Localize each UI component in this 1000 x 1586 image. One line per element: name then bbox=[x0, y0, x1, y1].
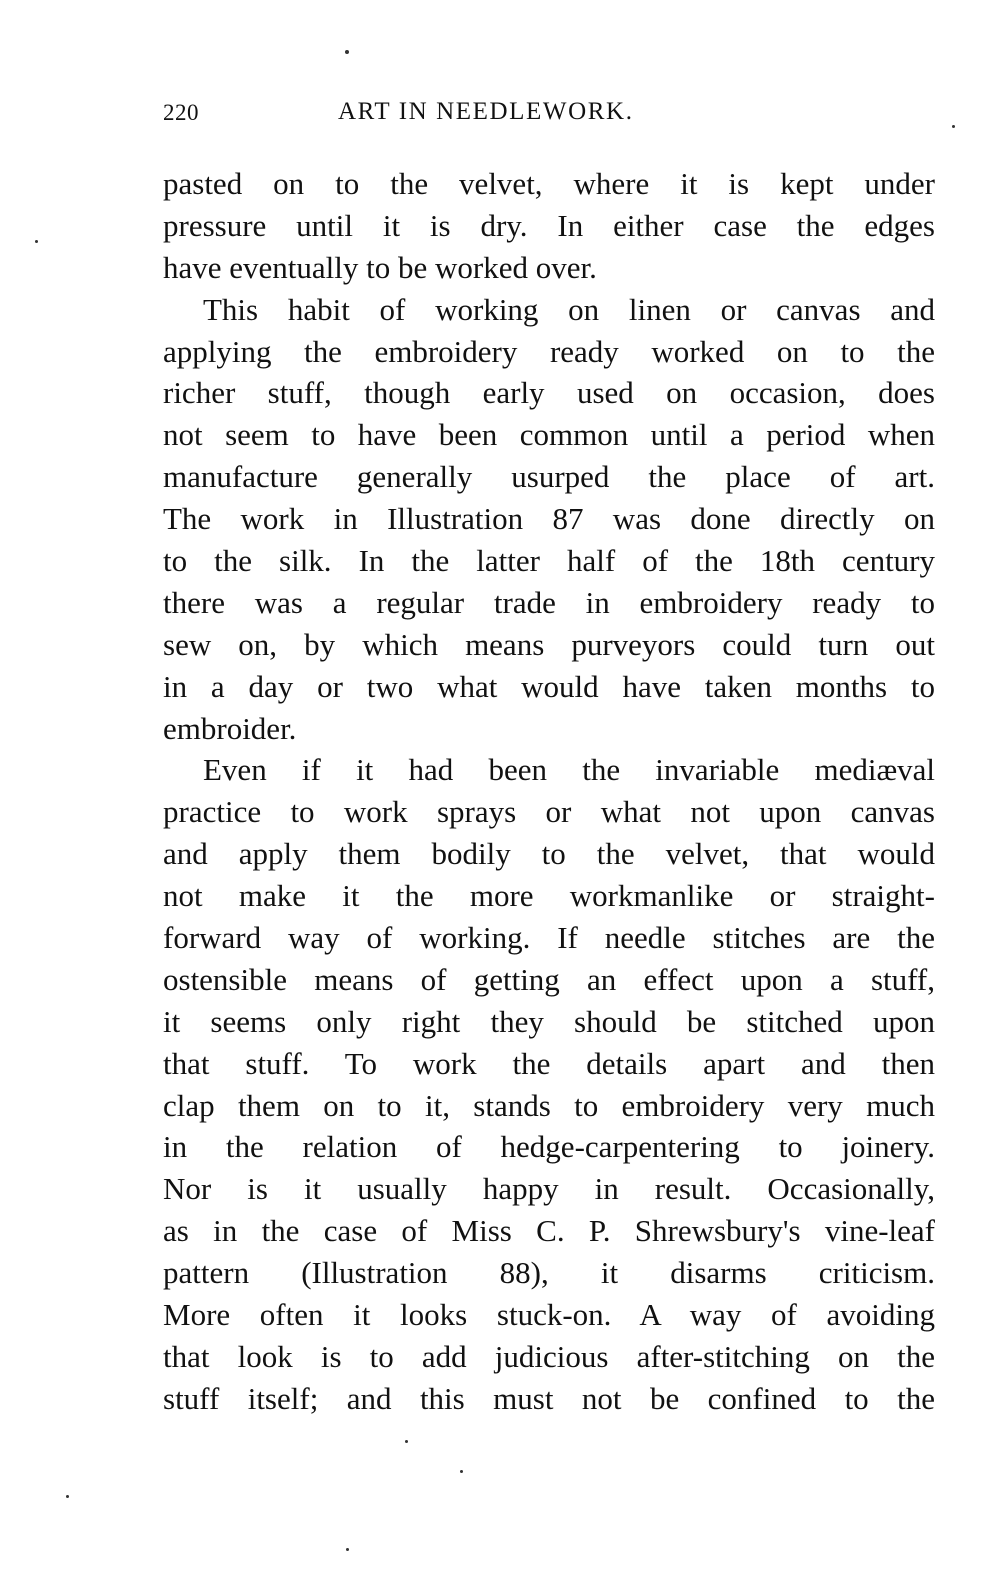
page-number: 220 bbox=[163, 100, 199, 125]
text-line: Even if it had been the invariable mediæval bbox=[203, 752, 935, 788]
text-line: practice to work sprays or what not upon canvas bbox=[163, 794, 935, 830]
text-line: that stuff. To work the details apart and then bbox=[163, 1045, 935, 1081]
text-line: applying the embroidery ready worked on to the bbox=[163, 333, 935, 369]
text-line: More often it looks stuck-on. A way of avoiding bbox=[163, 1297, 935, 1333]
text-line: stuff itself; and this must not be confined to the bbox=[163, 1380, 935, 1416]
text-line: sew on, by which means purveyors could turn out bbox=[163, 626, 935, 662]
text-line: pattern (Illustration 88), it disarms criticism. bbox=[163, 1255, 935, 1291]
text-line: not make it the more workmanlike or straight- bbox=[163, 878, 935, 914]
text-line: not seem to have been common until a period when bbox=[163, 417, 935, 453]
scan-speck bbox=[346, 1548, 349, 1551]
text-line: and apply them bodily to the velvet, that would bbox=[163, 836, 935, 872]
text-line: The work in Illustration 87 was done directly on bbox=[163, 501, 935, 537]
text-line: forward way of working. If needle stitches are the bbox=[163, 920, 935, 956]
text-line: manufacture generally usurped the place of art. bbox=[163, 459, 935, 495]
text-line: as in the case of Miss C. P. Shrewsbury's vine-leaf bbox=[163, 1213, 935, 1249]
text-line: in a day or two what would have taken months to bbox=[163, 668, 935, 704]
scan-speck bbox=[345, 50, 349, 54]
text-line: pasted on to the velvet, where it is kept under bbox=[163, 166, 935, 201]
text-line: embroider. bbox=[163, 710, 297, 746]
text-line: to the silk. In the latter half of the 18th century bbox=[163, 543, 935, 579]
scan-speck bbox=[35, 240, 38, 243]
text-line: that look is to add judicious after-stitching on the bbox=[163, 1338, 935, 1374]
text-line: there was a regular trade in embroidery ready to bbox=[163, 584, 935, 620]
scan-speck bbox=[66, 1495, 69, 1498]
scan-speck bbox=[460, 1470, 463, 1473]
text-line: richer stuff, though early used on occasion, does bbox=[163, 375, 935, 411]
running-title: ART IN NEEDLEWORK. bbox=[338, 98, 634, 125]
text-line: in the relation of hedge-carpentering to joinery. bbox=[163, 1129, 935, 1165]
scan-speck bbox=[405, 1440, 408, 1443]
text-line: pressure until it is dry. In either case the edges bbox=[163, 207, 935, 243]
scan-speck bbox=[952, 125, 955, 128]
text-line: ostensible means of getting an effect upon a stuff, bbox=[163, 961, 935, 997]
body-text bbox=[163, 163, 935, 1420]
page-header bbox=[163, 100, 935, 136]
text-line: Nor is it usually happy in result. Occasionally, bbox=[163, 1171, 935, 1207]
text-line: clap them on to it, stands to embroidery very much bbox=[163, 1087, 935, 1123]
text-line: it seems only right they should be stitched upon bbox=[163, 1003, 935, 1039]
text-line: have eventually to be worked over. bbox=[163, 249, 597, 285]
text-line: This habit of working on linen or canvas and bbox=[203, 291, 935, 327]
